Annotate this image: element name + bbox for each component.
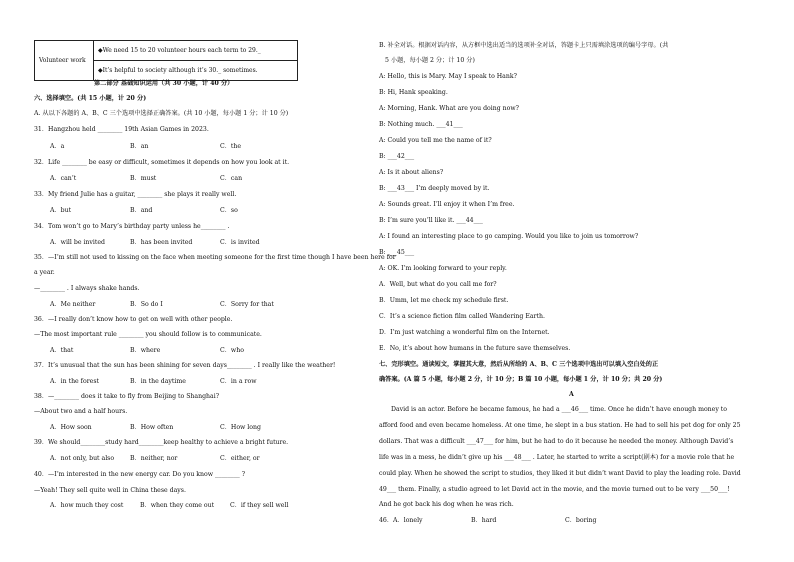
option: B．has been invited [130, 239, 193, 246]
sectionB-instruction: B. 补全对话。根据对话内容，从方框中选出适当的选项补全对话，答题卡上只需填涂选项的编号字母。(共 [379, 42, 669, 49]
passage-line: David is an actor. Before he became famous, he had a ___46___ time. Once he didn’t have enough money to [391, 406, 728, 413]
choice-option: A．Well, but what do you call me for? [379, 281, 497, 288]
table-row1: ◆We need 15 to 20 volunteer hours each term to 29._ [94, 41, 298, 61]
option: B．where [130, 347, 161, 354]
option: B．So do I [130, 301, 163, 308]
question-38: 38．—________ does it take to fly from Beijing to Shanghai? [34, 393, 220, 400]
dialogue-line: A: OK. I’m looking forward to your reply. [379, 265, 507, 272]
section7-title: 七、完形填空。通读短文，掌握其大意，然后从所给的 A、B、C 三个选项中选出可以填入空白处的正 [379, 361, 659, 368]
option: C．is invited [220, 239, 260, 246]
dialogue-line: A: Sounds great. I’ll enjoy it when I’m free. [379, 201, 515, 208]
section7-title-cont: 确答案。(A 篇 5 小题，每小题 2 分，计 10 分；B 篇 10 小题，每小题 1 分，计 10 分；共 20 分) [379, 376, 663, 383]
question-32: 32．Life ________ be easy or difficult, sometimes it depends on how you look at it. [34, 159, 290, 166]
question-40-reply: —Yeah! They sell quite well in China these days. [34, 487, 186, 494]
volunteer-table [34, 40, 298, 81]
sectionB-instruction-cont: 5 小题，每小题 2 分；计 10 分) [385, 57, 475, 64]
option: C．if they sell well [230, 502, 289, 509]
section6-title: 六、选择填空。(共 15 小题，计 20 分) [34, 95, 147, 102]
option: B．How often [130, 424, 174, 431]
choice-option: C．It’s a science fiction film called Wandering Earth. [379, 313, 545, 320]
option: A．Me neither [50, 301, 96, 308]
dialogue-line: B: Hi, Hank speaking. [379, 89, 448, 96]
option: B．when they come out [140, 502, 215, 509]
dialogue-line: A: Is it about aliens? [379, 169, 444, 176]
choice-option: E．No, it’s about how humans in the future save themselves. [379, 345, 571, 352]
question-38-reply: —About two and a half hours. [34, 408, 128, 415]
dialogue-line: A: I found an interesting place to go camping. Would you like to join us tomorrow? [379, 233, 639, 240]
sectionA-instruction: A. 从以下各题的 A、B、C 三个选项中选择正确答案。(共 10 小题，每小题 1 分；计 10 分) [34, 110, 289, 117]
option: A．that [50, 347, 74, 354]
question-46: 46．A．lonely [379, 517, 423, 524]
dialogue-line: B: Nothing much. ___41___ [379, 121, 463, 128]
table-row2: ◆It’s helpful to society although it’s 30._ sometimes. [94, 61, 298, 81]
option: B．neither, nor [130, 455, 178, 462]
dialogue-line: B: ___42___ [379, 153, 415, 160]
dialogue-line: B: ___45___ [379, 249, 415, 256]
question-39: 39．We should________study hard________keep healthy to achieve a bright future. [34, 439, 289, 446]
question-35: 35．—I’m still not used to kissing on the face when meeting someone for the first time though I have been here for [34, 254, 396, 261]
option: A．a [50, 143, 65, 150]
option: A．how much they cost [50, 502, 124, 509]
option: A．but [50, 207, 72, 214]
option: C．the [220, 143, 242, 150]
option: C．either, or [220, 455, 260, 462]
option: B．in the daytime [130, 378, 186, 385]
passage-line: afford food and even became homeless. At one time, he slept in a bus station. He had to sell his pet dog for only 25 [379, 422, 741, 429]
option: C．How long [220, 424, 261, 431]
question-36-reply: —The most important rule ________ you should follow is to communicate. [34, 331, 262, 338]
option: C．so [220, 207, 238, 214]
question-35-reply: —________ . I always shake hands. [34, 285, 140, 292]
question-33: 33．My friend Julie has a guitar, ________ she plays it really well. [34, 191, 237, 198]
dialogue-line: B: ___43___ I’m deeply moved by it. [379, 185, 490, 192]
option: B．and [130, 207, 153, 214]
dialogue-line: A: Hello, this is Mary. May I speak to Hank? [379, 73, 517, 80]
option: C．can [220, 175, 243, 182]
option: C．boring [565, 517, 597, 524]
option: C．Sorry for that [220, 301, 274, 308]
option: C．in a row [220, 378, 257, 385]
option: A．can’t [50, 175, 77, 182]
passage-line: dollars. That was a difficult ___47___ for him, but he had to do it because he needed the money. Although David’s [379, 438, 734, 445]
dialogue-line: A: Morning, Hank. What are you doing now? [379, 105, 519, 112]
option: A．How soon [50, 424, 92, 431]
table-label: Volunteer work [35, 41, 94, 81]
passage-heading: A [569, 391, 574, 398]
passage-line: 49___ them. Finally, a studio agreed to let David act in the movie, and the movie turned out to be very ___50___! [379, 486, 730, 493]
question-35-cont: a year. [34, 269, 55, 276]
option: C．who [220, 347, 244, 354]
part2-title: 第二部分 基础知识运用（共 30 小题，计 40 分） [94, 80, 234, 87]
passage-line: And he got back his dog when he was rich. [379, 501, 514, 508]
question-31: 31．Hangzhou held ________ 19th Asian Games in 2023. [34, 126, 209, 133]
option: B．must [130, 175, 157, 182]
choice-option: D．I’m just watching a wonderful film on the Internet. [379, 329, 550, 336]
option: A．in the forest [50, 378, 99, 385]
passage-line: could play. When he showed the script to studios, they liked it but didn’t want David to play the leading role. David [379, 470, 741, 477]
question-36: 36．—I really don’t know how to get on well with other people. [34, 316, 233, 323]
option: A．will be invited [50, 239, 105, 246]
passage-line: life was in a mess, he didn’t give up his ___48___ . Later, he started to write a script(剧本) for a movie role that he [379, 454, 735, 461]
choice-option: B．Umm, let me check my schedule first. [379, 297, 509, 304]
dialogue-line: B: I’m sure you’ll like it. ___44___ [379, 217, 483, 224]
option: A．not only, but also [50, 455, 115, 462]
option: B．an [130, 143, 149, 150]
option: B．hard [471, 517, 497, 524]
dialogue-line: A: Could you tell me the name of it? [379, 137, 492, 144]
question-40: 40．—I’m interested in the new energy car. Do you know ________ ? [34, 471, 246, 478]
question-34: 34．Tom won’t go to Mary’s birthday party unless he________ . [34, 223, 230, 230]
question-37: 37．It’s unusual that the sun has been shining for seven days________ . I really like the weather! [34, 362, 336, 369]
